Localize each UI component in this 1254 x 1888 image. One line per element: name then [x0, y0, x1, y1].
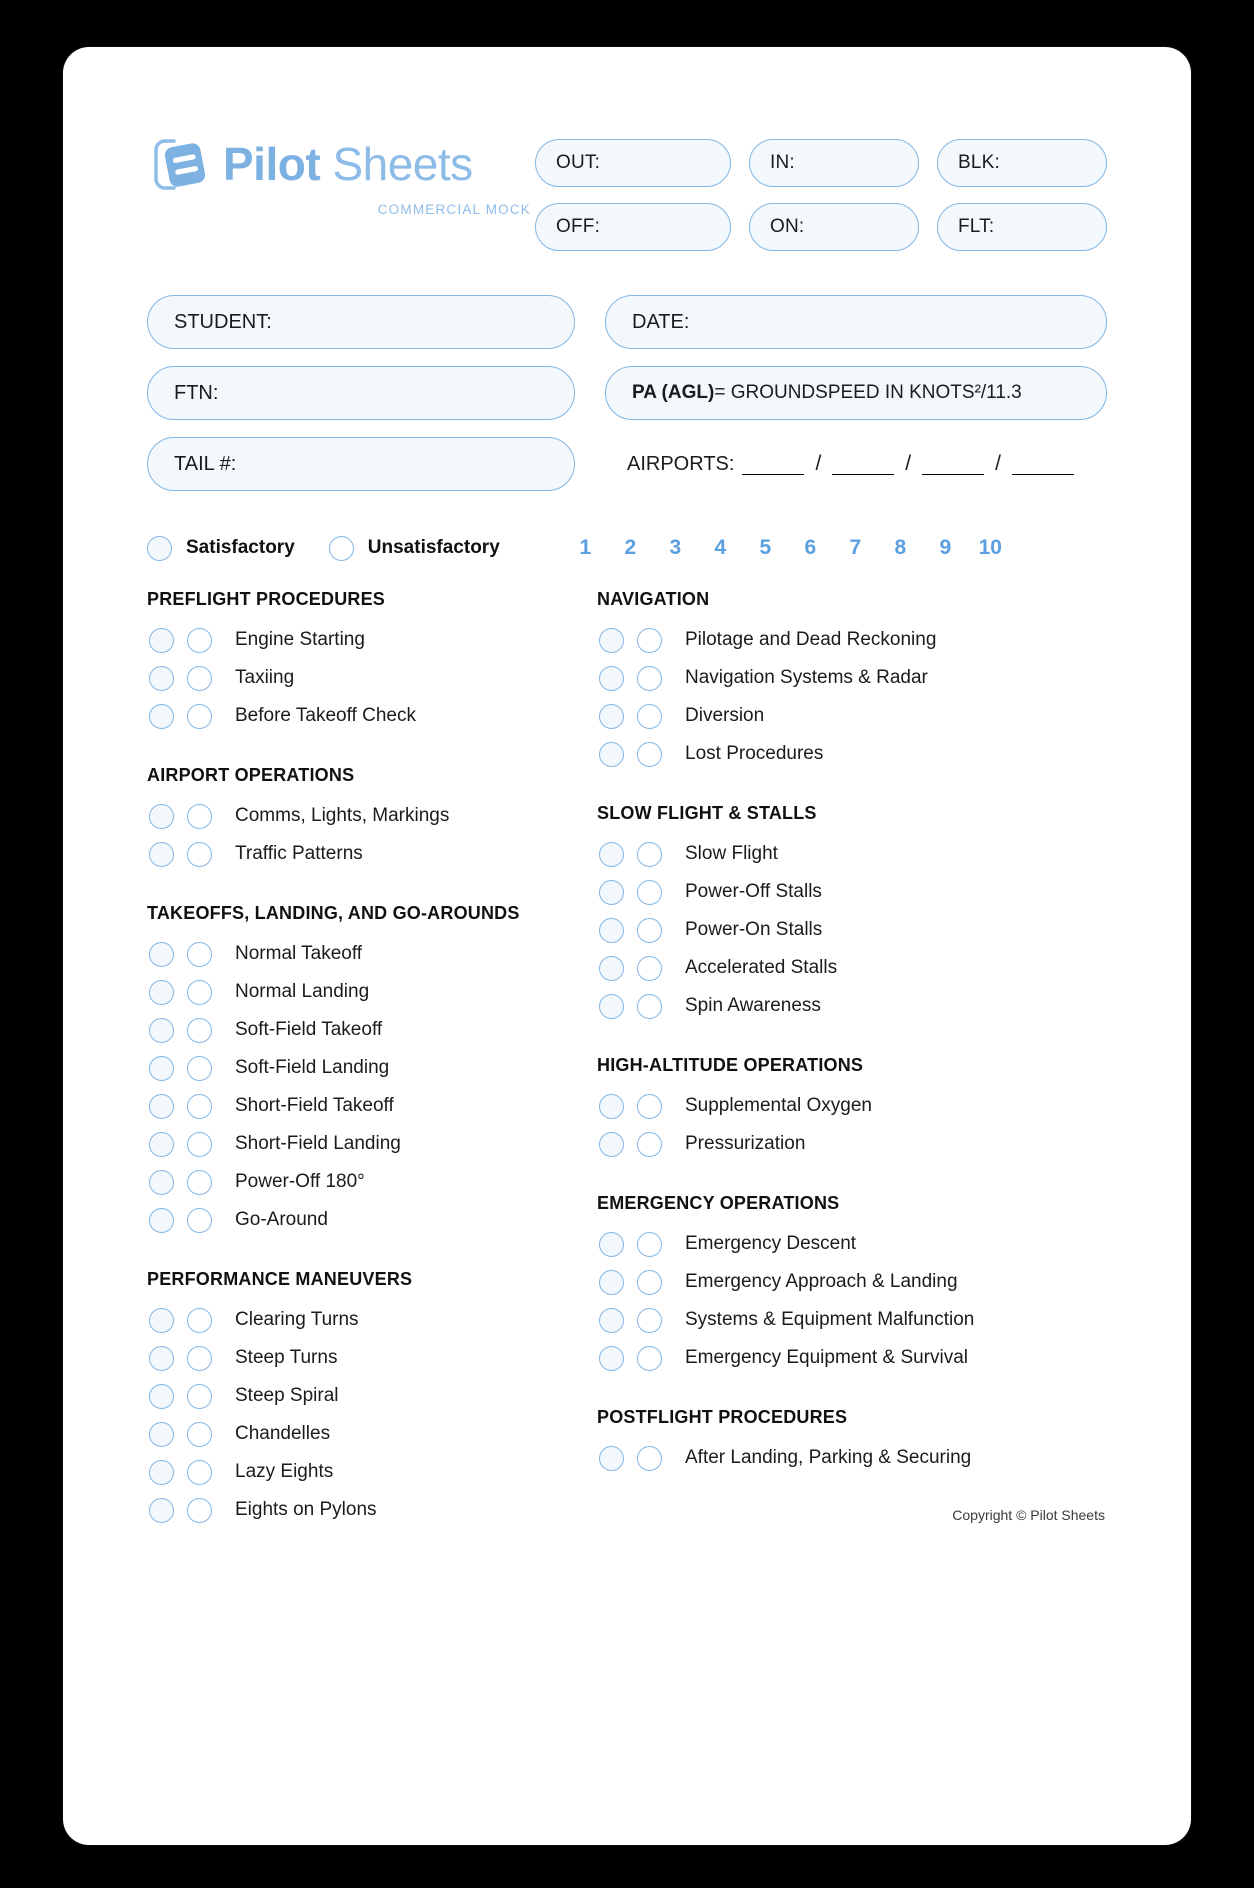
task-row: [147, 1377, 567, 1415]
copyright: Copyright © Pilot Sheets: [952, 1507, 1105, 1523]
task-unsatisfactory-radio[interactable]: [637, 880, 662, 905]
legend-satisfactory[interactable]: [147, 536, 295, 561]
field-student-label: STUDENT:: [174, 310, 272, 333]
task-satisfactory-radio[interactable]: [149, 980, 174, 1005]
grade-scale-8[interactable]: 8: [894, 536, 907, 559]
legend-unsatisfactory[interactable]: [329, 536, 500, 561]
time-fields-grid: [535, 125, 1107, 251]
brand-block: [147, 125, 535, 217]
task-label: Emergency Approach & Landing: [685, 1271, 958, 1292]
task-row: [597, 1439, 1107, 1477]
task-label: Before Takeoff Check: [235, 705, 416, 726]
field-ftn-label: FTN:: [174, 381, 219, 404]
task-row: [147, 1201, 567, 1239]
task-label: Emergency Equipment & Survival: [685, 1347, 969, 1368]
unsatisfactory-label: Unsatisfactory: [367, 537, 500, 558]
task-label: Power-On Stalls: [685, 919, 823, 940]
task-row: [147, 1491, 567, 1529]
checklist-section: [147, 903, 567, 1239]
satisfactory-radio[interactable]: [147, 536, 172, 561]
task-row: [597, 1263, 1107, 1301]
task-label: Emergency Descent: [685, 1233, 857, 1254]
section-title: NAVIGATION: [597, 589, 710, 609]
task-row: [147, 835, 567, 873]
task-row: [147, 697, 567, 735]
checklist-section: [147, 589, 567, 735]
task-row: [597, 1125, 1107, 1163]
task-unsatisfactory-radio[interactable]: [637, 628, 662, 653]
grade-scale-3[interactable]: 3: [669, 536, 682, 559]
checklist-section: [147, 1269, 567, 1529]
paper-sheet: [63, 47, 1191, 1845]
task-unsatisfactory-radio[interactable]: [637, 1446, 662, 1471]
task-label: Short-Field Landing: [235, 1133, 401, 1154]
field-date-label: DATE:: [632, 310, 690, 333]
identity-grid: [147, 295, 1107, 491]
task-row: [597, 1087, 1107, 1125]
task-row: [147, 797, 567, 835]
task-satisfactory-radio[interactable]: [149, 842, 174, 867]
grade-scale-5[interactable]: 5: [759, 536, 772, 559]
brand-subtitle: COMMERCIAL MOCK: [377, 202, 531, 217]
task-satisfactory-radio[interactable]: [149, 704, 174, 729]
task-satisfactory-radio[interactable]: [599, 666, 624, 691]
task-satisfactory-radio[interactable]: [599, 1232, 624, 1257]
task-label: Traffic Patterns: [235, 843, 363, 864]
field-in[interactable]: [749, 139, 919, 187]
section-title: AIRPORT OPERATIONS: [147, 765, 355, 785]
task-row: [147, 1453, 567, 1491]
task-satisfactory-radio[interactable]: [149, 1170, 174, 1195]
task-unsatisfactory-radio[interactable]: [187, 942, 212, 967]
task-unsatisfactory-radio[interactable]: [637, 1346, 662, 1371]
task-unsatisfactory-radio[interactable]: [187, 1056, 212, 1081]
task-label: Accelerated Stalls: [685, 957, 838, 978]
field-in-label: IN:: [770, 152, 795, 173]
section-title: EMERGENCY OPERATIONS: [597, 1193, 840, 1213]
grade-scale-4[interactable]: 4: [714, 536, 727, 559]
task-label: Pilotage and Dead Reckoning: [685, 629, 937, 650]
task-label: Normal Landing: [235, 981, 370, 1002]
task-row: [147, 621, 567, 659]
task-label: Navigation Systems & Radar: [685, 667, 928, 688]
brand-name-light: Sheets: [332, 138, 473, 190]
task-satisfactory-radio[interactable]: [599, 842, 624, 867]
satisfactory-label: Satisfactory: [186, 537, 295, 558]
task-unsatisfactory-radio[interactable]: [637, 1094, 662, 1119]
field-blk-label: BLK:: [958, 152, 1000, 173]
airports-slash-2: /: [905, 452, 912, 475]
checklist-columns: [147, 589, 1107, 1559]
task-satisfactory-radio[interactable]: [599, 1308, 624, 1333]
task-unsatisfactory-radio[interactable]: [637, 704, 662, 729]
task-row: [147, 1011, 567, 1049]
field-on-label: ON:: [770, 216, 805, 237]
field-tail-label: TAIL #:: [174, 452, 237, 475]
task-unsatisfactory-radio[interactable]: [637, 742, 662, 767]
task-unsatisfactory-radio[interactable]: [187, 704, 212, 729]
checklist-section: [597, 1055, 1107, 1163]
grade-scale-2[interactable]: 2: [624, 536, 637, 559]
task-label: Systems & Equipment Malfunction: [685, 1309, 975, 1330]
task-row: [147, 973, 567, 1011]
task-row: [597, 659, 1107, 697]
task-unsatisfactory-radio[interactable]: [187, 804, 212, 829]
task-satisfactory-radio[interactable]: [149, 1308, 174, 1333]
task-label: Steep Spiral: [235, 1385, 339, 1406]
task-label: Pressurization: [685, 1133, 806, 1154]
task-satisfactory-radio[interactable]: [149, 1132, 174, 1157]
pa-formula-rest: = GROUNDSPEED IN KNOTS²/11.3: [714, 382, 1022, 403]
field-flt[interactable]: [937, 203, 1107, 251]
section-title: TAKEOFFS, LANDING, AND GO-AROUNDS: [147, 903, 520, 923]
task-satisfactory-radio[interactable]: [599, 880, 624, 905]
task-satisfactory-radio[interactable]: [149, 1346, 174, 1371]
airports-label: AIRPORTS:: [627, 452, 735, 475]
field-date[interactable]: [605, 295, 1107, 349]
field-on[interactable]: [749, 203, 919, 251]
field-student[interactable]: [147, 295, 575, 349]
task-label: Go-Around: [235, 1209, 328, 1230]
task-unsatisfactory-radio[interactable]: [187, 1346, 212, 1371]
brand-name-strong: Pilot: [223, 138, 321, 190]
task-satisfactory-radio[interactable]: [599, 994, 624, 1019]
grade-scale-7[interactable]: 7: [849, 536, 862, 559]
left-column: [147, 589, 567, 1559]
task-unsatisfactory-radio[interactable]: [187, 1422, 212, 1447]
task-unsatisfactory-radio[interactable]: [637, 1308, 662, 1333]
task-satisfactory-radio[interactable]: [149, 1056, 174, 1081]
grade-scale-9[interactable]: 9: [939, 536, 952, 559]
checklist-section: [597, 1193, 1107, 1377]
task-row: [147, 1163, 567, 1201]
task-label: Spin Awareness: [685, 995, 821, 1016]
section-title: PERFORMANCE MANEUVERS: [147, 1269, 413, 1289]
field-ftn[interactable]: [147, 366, 575, 420]
airports-slash-3: /: [995, 452, 1001, 475]
task-row: [147, 1415, 567, 1453]
task-satisfactory-radio[interactable]: [599, 1346, 624, 1371]
task-label: Lazy Eights: [235, 1461, 334, 1482]
task-label: Engine Starting: [235, 629, 365, 650]
unsatisfactory-radio[interactable]: [329, 536, 354, 561]
task-unsatisfactory-radio[interactable]: [637, 666, 662, 691]
task-satisfactory-radio[interactable]: [599, 704, 624, 729]
task-label: Eights on Pylons: [235, 1499, 377, 1520]
airports-row[interactable]: [605, 437, 1107, 491]
task-label: Soft-Field Takeoff: [235, 1019, 383, 1040]
grade-scale: [563, 536, 1013, 560]
field-flt-label: FLT:: [958, 216, 995, 237]
airports-slash-1: /: [815, 452, 822, 475]
task-row: [147, 659, 567, 697]
task-satisfactory-radio[interactable]: [149, 1422, 174, 1447]
task-unsatisfactory-radio[interactable]: [187, 1208, 212, 1233]
task-label: Slow Flight: [685, 843, 778, 864]
task-satisfactory-radio[interactable]: [599, 1094, 624, 1119]
task-row: [147, 1087, 567, 1125]
task-satisfactory-radio[interactable]: [599, 956, 624, 981]
header: [147, 125, 1107, 251]
task-row: [597, 735, 1107, 773]
task-unsatisfactory-radio[interactable]: [187, 1460, 212, 1485]
task-row: [597, 873, 1107, 911]
airport-blank-1[interactable]: [742, 453, 804, 475]
task-label: Lost Procedures: [685, 743, 824, 764]
task-unsatisfactory-radio[interactable]: [187, 842, 212, 867]
task-label: Short-Field Takeoff: [235, 1095, 394, 1116]
task-row: [147, 1301, 567, 1339]
airport-blank-3[interactable]: [922, 453, 984, 475]
task-unsatisfactory-radio[interactable]: [187, 980, 212, 1005]
task-row: [597, 987, 1107, 1025]
section-title: HIGH-ALTITUDE OPERATIONS: [597, 1055, 864, 1075]
task-row: [147, 1049, 567, 1087]
task-unsatisfactory-radio[interactable]: [637, 994, 662, 1019]
task-row: [597, 835, 1107, 873]
brand-lockup: [147, 135, 535, 193]
checklist-section: [597, 1407, 1107, 1477]
field-off[interactable]: [535, 203, 731, 251]
task-label: Soft-Field Landing: [235, 1057, 390, 1078]
right-column: [597, 589, 1107, 1559]
task-row: [597, 911, 1107, 949]
task-row: [147, 1125, 567, 1163]
task-row: [147, 935, 567, 973]
task-satisfactory-radio[interactable]: [149, 1018, 174, 1043]
task-unsatisfactory-radio[interactable]: [637, 842, 662, 867]
grade-legend: [147, 533, 1107, 563]
grade-scale-10[interactable]: 10: [978, 536, 1002, 559]
task-unsatisfactory-radio[interactable]: [187, 1498, 212, 1523]
checklist-section: [597, 589, 1107, 773]
task-unsatisfactory-radio[interactable]: [637, 1132, 662, 1157]
field-off-label: OFF:: [556, 216, 601, 237]
task-unsatisfactory-radio[interactable]: [187, 1094, 212, 1119]
task-satisfactory-radio[interactable]: [599, 1446, 624, 1471]
task-unsatisfactory-radio[interactable]: [637, 1232, 662, 1257]
field-out-label: OUT:: [556, 152, 601, 173]
grade-scale-1[interactable]: 1: [579, 536, 592, 559]
checklist-section: [147, 765, 567, 873]
task-satisfactory-radio[interactable]: [599, 918, 624, 943]
task-label: Steep Turns: [235, 1347, 338, 1368]
task-label: Diversion: [685, 705, 765, 726]
airport-blank-2[interactable]: [832, 453, 894, 475]
task-satisfactory-radio[interactable]: [149, 804, 174, 829]
task-satisfactory-radio[interactable]: [149, 1094, 174, 1119]
field-blk[interactable]: [937, 139, 1107, 187]
task-satisfactory-radio[interactable]: [599, 742, 624, 767]
task-unsatisfactory-radio[interactable]: [187, 1018, 212, 1043]
task-satisfactory-radio[interactable]: [149, 628, 174, 653]
task-satisfactory-radio[interactable]: [149, 1460, 174, 1485]
airport-blank-4[interactable]: [1012, 453, 1074, 475]
brand-name: [223, 138, 473, 190]
task-label: After Landing, Parking & Securing: [685, 1447, 972, 1468]
task-unsatisfactory-radio[interactable]: [187, 1308, 212, 1333]
field-tail[interactable]: [147, 437, 575, 491]
task-satisfactory-radio[interactable]: [599, 1132, 624, 1157]
field-out[interactable]: [535, 139, 731, 187]
section-title: SLOW FLIGHT & STALLS: [597, 803, 817, 823]
task-row: [597, 1339, 1107, 1377]
task-unsatisfactory-radio[interactable]: [637, 956, 662, 981]
task-label: Clearing Turns: [235, 1309, 359, 1330]
section-title: POSTFLIGHT PROCEDURES: [597, 1407, 848, 1427]
section-title: PREFLIGHT PROCEDURES: [147, 589, 386, 609]
task-row: [597, 949, 1107, 987]
pa-formula: [605, 366, 1107, 420]
task-row: [597, 621, 1107, 659]
task-unsatisfactory-radio[interactable]: [187, 1132, 212, 1157]
task-row: [597, 697, 1107, 735]
task-label: Normal Takeoff: [235, 943, 363, 964]
sheet-content: [63, 47, 1191, 1845]
task-label: Chandelles: [235, 1423, 331, 1444]
task-satisfactory-radio[interactable]: [149, 1498, 174, 1523]
task-label: Power-Off 180°: [235, 1171, 365, 1192]
task-unsatisfactory-radio[interactable]: [187, 1384, 212, 1409]
task-label: Power-Off Stalls: [685, 881, 822, 902]
task-row: [597, 1301, 1107, 1339]
task-label: Taxiing: [235, 667, 295, 688]
task-unsatisfactory-radio[interactable]: [637, 918, 662, 943]
task-satisfactory-radio[interactable]: [599, 1270, 624, 1295]
task-satisfactory-radio[interactable]: [149, 1208, 174, 1233]
checklist-section: [597, 803, 1107, 1025]
pa-formula-bold: PA (AGL): [632, 382, 715, 403]
grade-scale-6[interactable]: 6: [804, 536, 817, 559]
task-satisfactory-radio[interactable]: [149, 666, 174, 691]
task-satisfactory-radio[interactable]: [149, 942, 174, 967]
task-unsatisfactory-radio[interactable]: [187, 666, 212, 691]
task-row: [147, 1339, 567, 1377]
document-sheets-icon: [147, 135, 209, 193]
task-unsatisfactory-radio[interactable]: [187, 1170, 212, 1195]
task-unsatisfactory-radio[interactable]: [187, 628, 212, 653]
task-satisfactory-radio[interactable]: [599, 628, 624, 653]
task-unsatisfactory-radio[interactable]: [637, 1270, 662, 1295]
task-label: Comms, Lights, Markings: [235, 805, 450, 826]
task-row: [597, 1225, 1107, 1263]
task-satisfactory-radio[interactable]: [149, 1384, 174, 1409]
task-label: Supplemental Oxygen: [685, 1095, 872, 1116]
